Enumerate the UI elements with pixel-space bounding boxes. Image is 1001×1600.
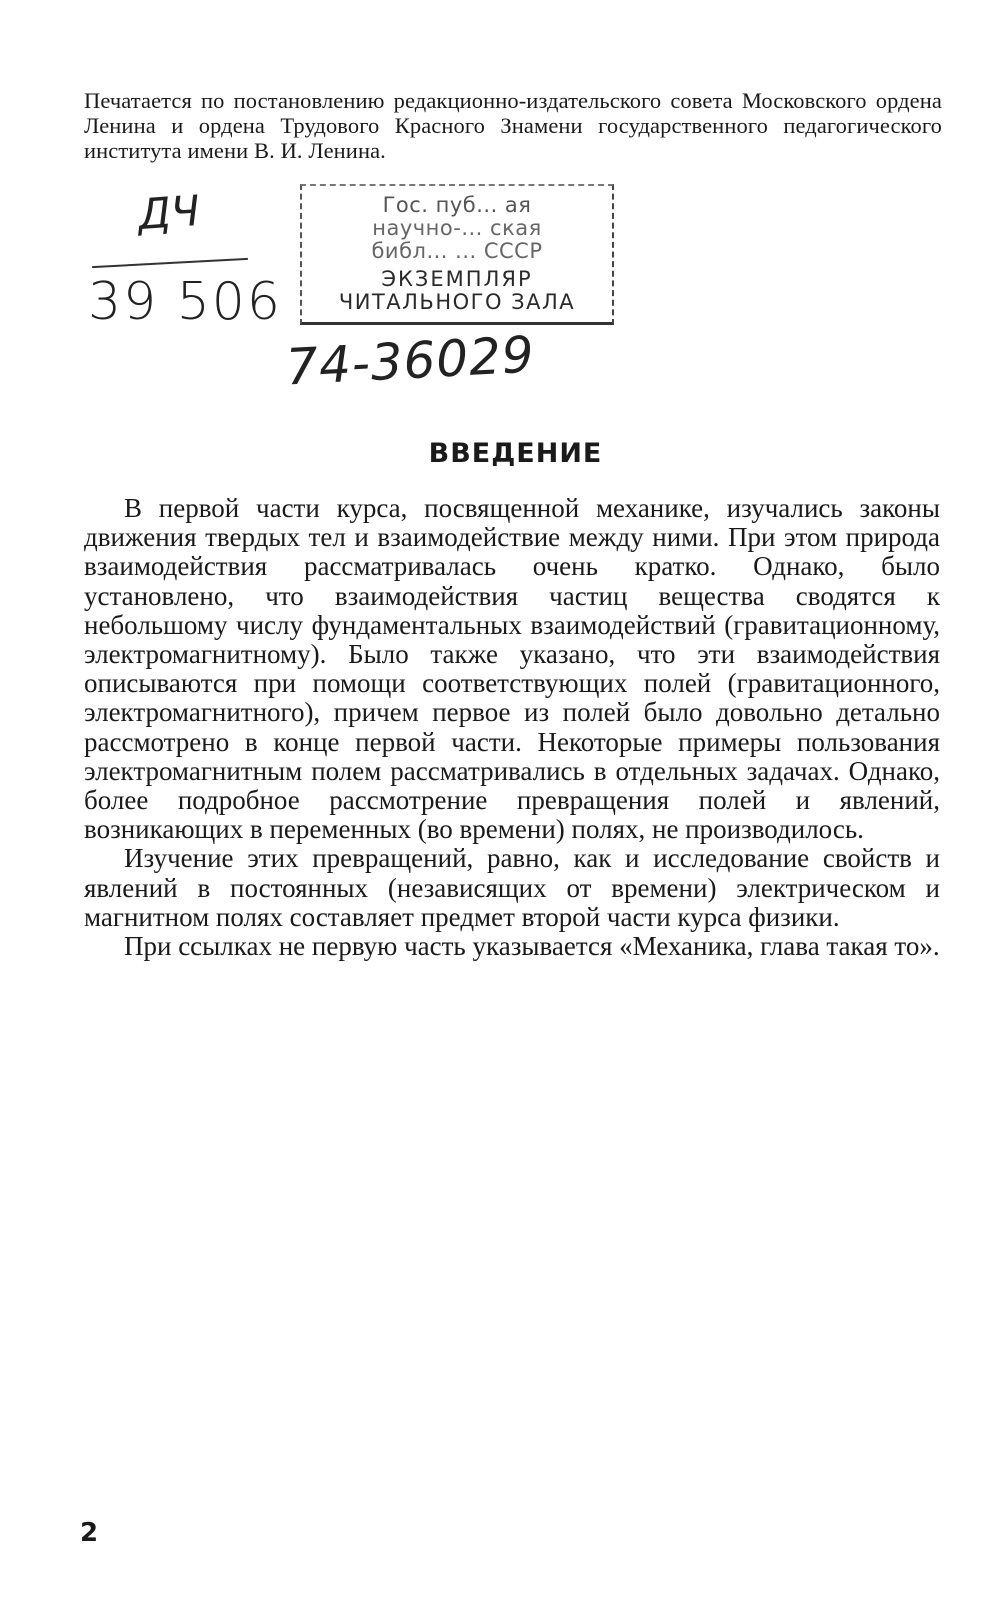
body-text [84, 494, 940, 961]
handwritten-code: ДЧ [136, 185, 202, 240]
page-number: 2 [80, 1518, 99, 1548]
stamp-line-2: научно-... ская [372, 216, 542, 240]
section-heading: ВВЕДЕНИЕ [428, 438, 603, 469]
imprint-text: Печатается по постановлению редакционно-издательского совета Московского ордена Ленина и ордена Трудового Красного Знамени государственного педагогического института имени В. И. Ленина. [84, 88, 942, 163]
stamp-line-5: ЧИТАЛЬНОГО ЗАЛА [338, 290, 576, 314]
paragraph: Изучение этих превращений, равно, как и исследование свойств и явлений в постоянных (независящих от времени) электрическом и магнитном полях составляет предмет второй части курса физики. [84, 843, 940, 932]
library-stamp [300, 184, 614, 325]
paragraph: В первой части курса, посвященной механике, изучались законы движения твердых тел и взаимодействие между ними. При этом природа взаимодействия рассматривалась очень кратко. Однако, было установлено, что взаимодействия частиц вещества сводятся к небольшому числу фундаментальных взаимодействий (гравитационному, электромагнитному). Было также указано, что эти взаимодействия описываются при помощи соответствующих полей (гравитационного, электромагнитного), причем первое из полей было довольно детально рассмотрено в конце первой части. Некоторые примеры пользования электромагнитным полем рассматривались в отдельных задачах. Однако, более подробное рассмотрение превращения полей и явлений, возникающих в переменных (во времени) полях, не производилось. [84, 493, 940, 845]
paragraph: При ссылках не первую часть указывается «Механика, глава такая то». [124, 931, 940, 962]
stamp-line-1: Гос. пуб... ая [382, 193, 532, 217]
handwritten-number: 39 506 [88, 272, 282, 332]
imprint-note [84, 88, 942, 163]
handwritten-inventory-number: 74-36029 [284, 325, 537, 397]
stamp-line-3: библ... ... СССР [371, 239, 543, 263]
handwritten-fraction-line [92, 258, 248, 268]
stamp-line-4: ЭКЗЕМПЛЯР [381, 267, 533, 291]
